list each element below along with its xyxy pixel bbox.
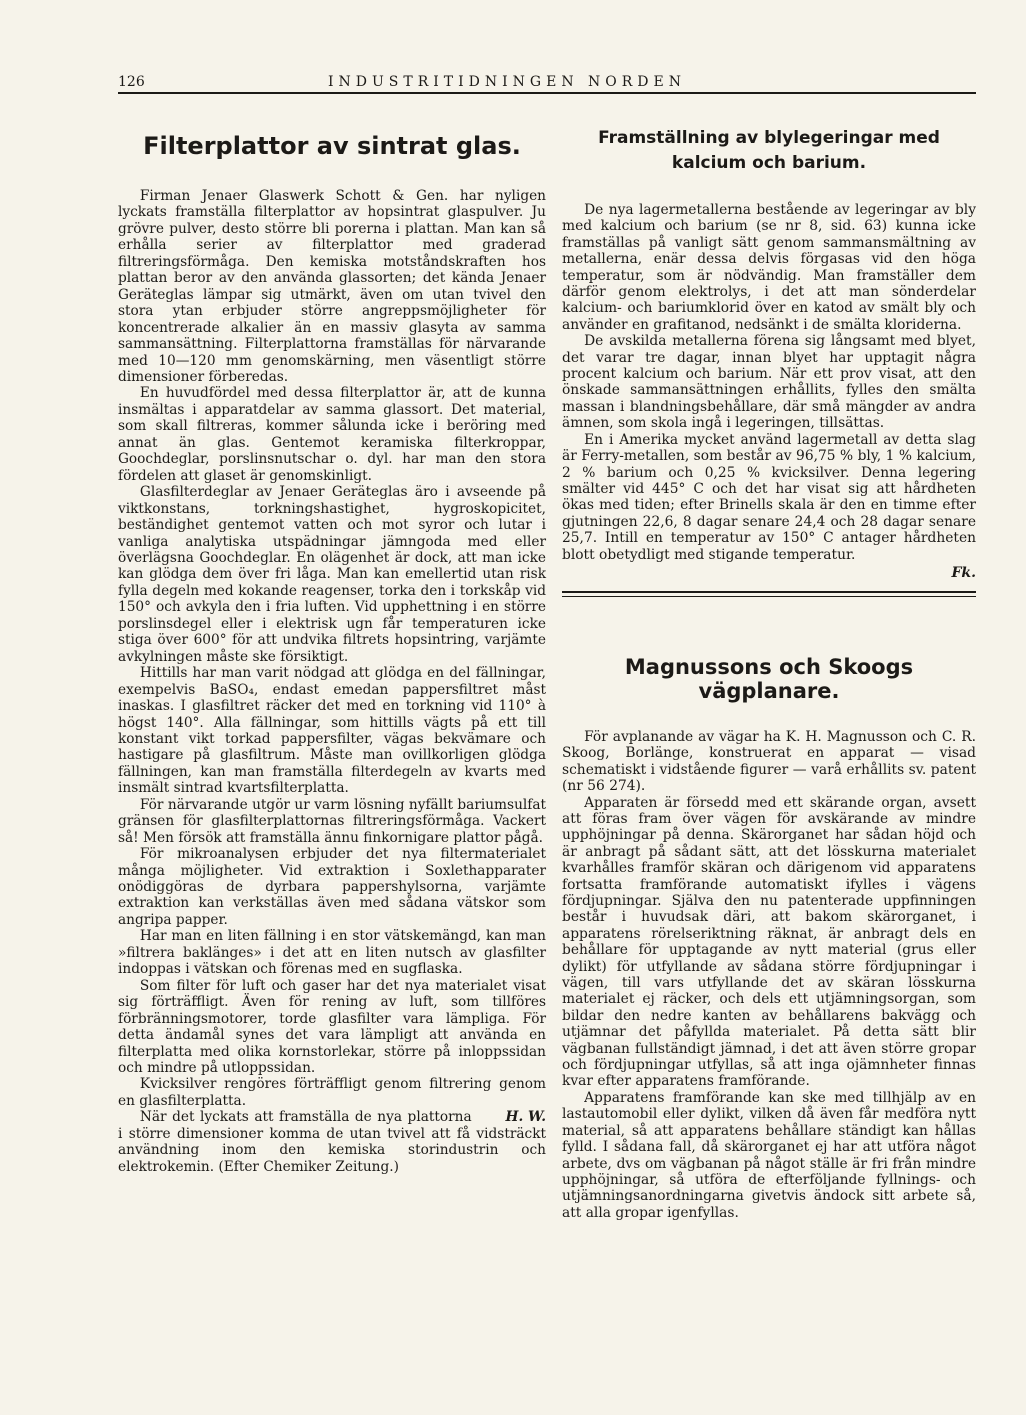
paragraph: För närvarande utgör ur varm lösning nyfällt bariumsulfat gränsen för glasfilterplattornas filtreringsförmåga. Vackert så! Men försök att framställa ännu finkornigare plattor pågå. — [118, 796, 546, 846]
article-body — [118, 188, 546, 1175]
article-body — [562, 202, 976, 563]
header-rule — [118, 92, 976, 94]
page-header — [118, 72, 976, 94]
paragraph: Kvicksilver rengöres förträffligt genom filtrering genom en glasfilterplatta. — [118, 1076, 546, 1109]
paragraph: De nya lagermetallerna bestående av legeringar av bly med kalcium och barium (se nr 8, sid. 63) kunna icke framställas på vanligt sätt genom sammansmältning av metallerna, enär dessa delvis förgasas vid den höga temperatur, som är nödvändig. Man framställer dem därför genom elektrolys, i det att man sönderdelar kalcium- och bariumklorid över en katod av smält bly och använder en grafitanod, nedsänkt i de smälta kloriderna. — [562, 202, 976, 333]
section-divider — [562, 591, 976, 593]
paragraph: Apparatens framförande kan ske med tillhjälp av en lastautomobil eller dylikt, vilken då även får medföra nytt material, så att apparatens behållare ständigt kan hållas fylld. I sådana fall, då skärorganet ej har att utföra något arbete, dvs om vägbanan på något ställe är fri från mindre upphöjningar, så utföra de efterföljande fyllnings- och utjämningsanordningarna givetvis ändock sitt arbete så, att alla gropar igenfyllas. — [562, 1089, 976, 1221]
right-column — [562, 120, 976, 1221]
paragraph: Glasfilterdeglar av Jenaer Geräteglas äro i avseende på viktkonstans, torkningshastighet, hygroskopicitet, beständighet gentemot vatten och mot syror och lutar i vanliga analytiska utspädningar jämngoda med eller överlägsna Goochdeglar. En olägenhet är dock, att man icke kan glödga dem över fri låga. Man kan emellertid utan risk fylla degeln med kokande reagenser, torka den i torkskåp vid 150° och avkyla den i fria luften. Vid upphettning i en större porslinsdegel eller i elektrisk ugn får temperaturen icke stiga över 600° för att undvika filtrets hopsintring, varjämte avkylningen måste ske försiktigt. — [118, 484, 546, 665]
paragraph: De avskilda metallerna förena sig långsamt med blyet, det varar tre dagar, innan blyet har upptagit några procent kalcium och barium. När ett prov visat, att den önskade sammansättningen erhållits, fylles den smälta massan i blandningsbehållare, där små mängder av andra ämnen, som skola ingå i legeringen, tillsättas. — [562, 333, 976, 432]
article-title: Magnussons och Skoogs vägplanare. — [624, 654, 914, 703]
article-title: Filterplattor av sintrat glas. — [143, 132, 521, 160]
section-divider-thin — [562, 596, 976, 597]
paragraph-with-signature — [118, 1109, 546, 1175]
paragraph: För mikroanalysen erbjuder det nya filtermaterialet många möjligheter. Vid extraktion i Soxlethapparater onödiggöras de dyrbara pappershylsorna, varjämte extraktion kan verkställas även med sådana vätskor som angripa papper. — [118, 846, 546, 928]
paragraph: Apparaten är försedd med ett skärande organ, avsett att föras fram över vägen för avskärande av mindre upphöjningar på denna. Skärorganet har sådan höjd och är anbragt på sådant sätt, att det lösskurna materialet kvarhålles framför skäran och därigenom vid apparatens fortsatta framförande automatiskt ifylles i vägens fördjupningar. Själva den nu patenterade uppfinningen består i huvudsak däri, att bakom skärorganet, i apparatens rörelseriktning räknat, är anbragt dels en behållare för upptagande av nytt material (grus eller dylikt) för utfyllande av sådana större fördjupningar i vägen, till vars utfyllande det av skäran lösskurna materialet ej räcker, och dels ett utjämningsorgan, som bildar den nedre kanten av behållarens bakvägg och utjämnar det påfyllda materialet. På detta sätt blir vägbanan fullständigt jämnad, i det att även större gropar och fördjupningar utfyllas, så att inga ojämnheter finnas kvar efter apparatens framförande. — [562, 794, 976, 1090]
paragraph: För avplanande av vägar ha K. H. Magnusson och C. R. Skoog, Borlänge, konstruerat en apparat — visad schematiskt i vidstående figurer — varå erhållits sv. patent (nr 56 274). — [562, 728, 976, 795]
author-signature: H. W. — [505, 1109, 546, 1126]
left-column — [118, 120, 546, 1175]
journal-title: INDUSTRITIDNINGEN NORDEN — [328, 74, 686, 90]
paragraph: En huvudfördel med dessa filterplattor är, att de kunna insmältas i apparatdelar av samma glassort. Det material, som skall filtreras, kommer sålunda icke i beröring med annat än glas. Gentemot keramiska filterkroppar, Goochdeglar, porslinsnutschar o. dyl. har man den stora fördelen att glaset är genomskinligt. — [118, 385, 546, 484]
article-body — [562, 729, 976, 1221]
paragraph: Som filter för luft och gaser har det nya materialet visat sig förträffligt. Även för rening av luft, som tillföres förbränningsmotorer, torde glasfilter vara lämpliga. För detta ändamål synes det vara lämpligt att använda en filterplatta med olika kornstorlekar, större på inloppssidan och mindre på utloppssidan. — [118, 977, 546, 1077]
article-title: Framställning av blylegeringar med kalcium och barium. — [598, 128, 940, 173]
paragraph: En i Amerika mycket använd lagermetall av detta slag är Ferry-metallen, som består av 96,75 % bly, 1 % kalcium, 2 % barium och 0,25 % kvicksilver. Denna legering smälter vid 445° C och det har visat sig att hårdheten ökas med tiden; efter Brinells skala är den en timme efter gjutningen 22,6, 8 dagar senare 24,4 och 28 dagar senare 25,7. Intill en temperatur av 150° C antager hårdheten blott obetydligt med stigande temperatur. — [562, 431, 976, 563]
paragraph: Har man en liten fällning i en stor vätskemängd, kan man »filtrera baklänges» i det att en liten nutsch av glasfilter indoppas i vätskan och förenas med en sugflaska. — [118, 928, 546, 978]
author-signature: Fk. — [951, 564, 976, 581]
paragraph: Hittills har man varit nödgad att glödga en del fällningar, exempelvis BaSO₄, endast emedan pappersfiltret måst inaskas. I glasfiltret räcker det med en torkning vid 110° à högst 140°. Alla fällningar, som hittills vägts på ett till konstant vikt torkad pappersfilter, vägas bekvämare och hastigare på glasfiltrum. Måste man ovillkorligen glödga fällningen, kan man framställa filterdegeln av kvarts med insmält sintrad kvartsfilterplatta. — [118, 665, 546, 797]
paragraph-text: När det lyckats att framställa de nya plattorna i större dimensioner komma de utan tvivel att få vidsträckt användning inom den kemiska storindustrin och elektrokemin. (Efter Chemiker Zeitung.) — [118, 1109, 546, 1175]
page-number: 126 — [118, 74, 145, 90]
paragraph: Firman Jenaer Glaswerk Schott & Gen. har nyligen lyckats framställa filterplattor av hopsintrat glaspulver. Ju grövre pulver, desto större bli porerna i plattan. Man kan så erhålla serier av filterplattor med graderad filtreringsförmåga. Den kemiska motståndskraften hos plattan beror av den använda glassorten; det kända Jenaer Geräteglas lämpar sig utmärkt, även om utan tvivel den stora ytan erbjuder större angreppsmöjligheter för koncentrerade alkalier än en massiv glasyta av samma sammansättning. Filterplattorna framställas för närvarande med 10—120 mm genomskärning, men väsentligt större dimensioner förberedas. — [118, 188, 546, 385]
